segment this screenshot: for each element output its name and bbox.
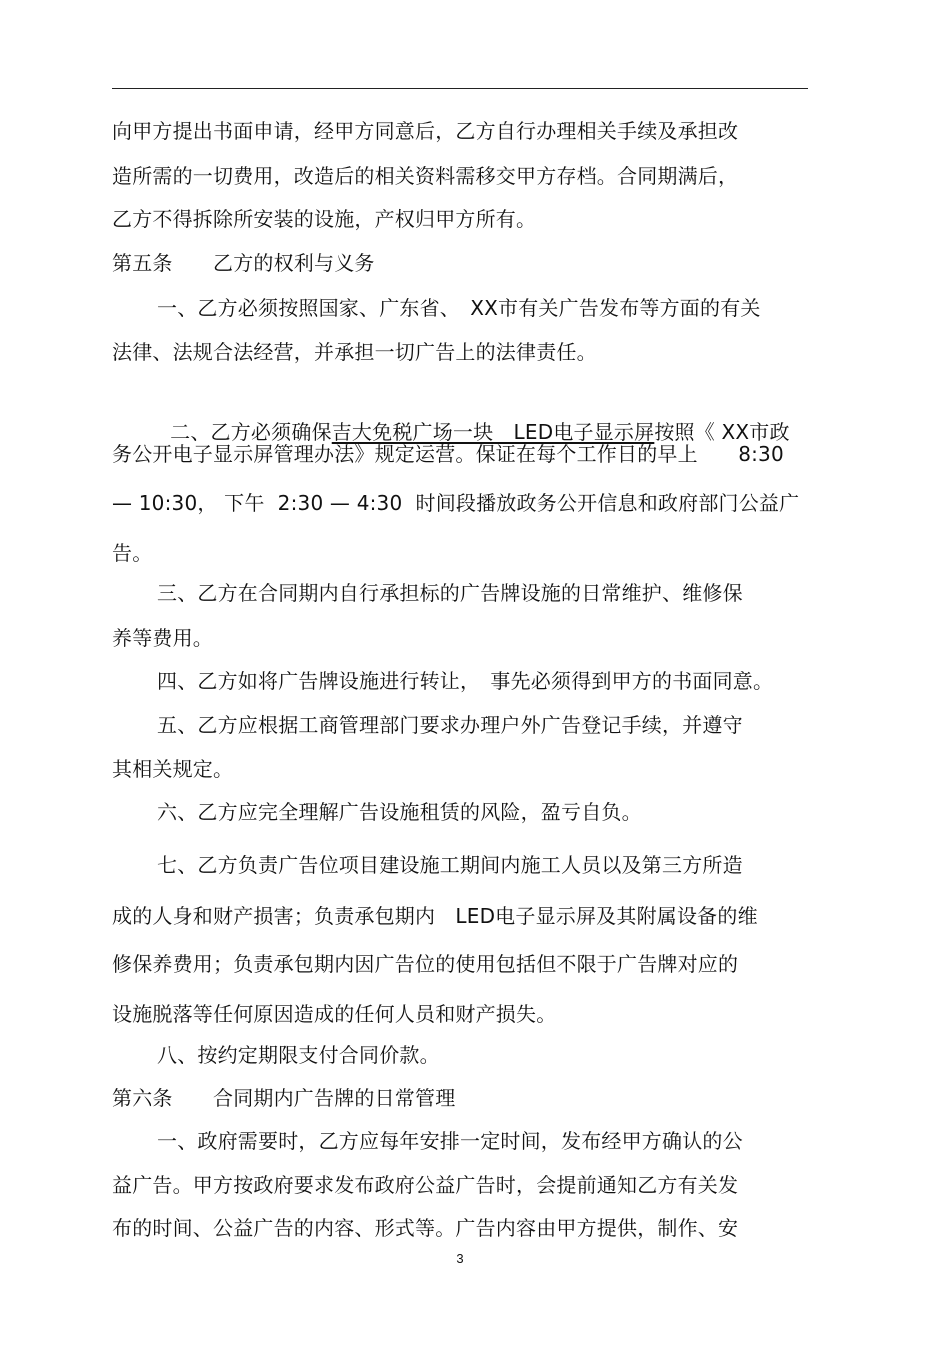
text-segment: 二、乙方必须确保 bbox=[170, 420, 332, 444]
text-line: 五、乙方应根据工商管理部门要求办理户外广告登记手续，并遵守 bbox=[157, 713, 743, 737]
text-line: 告。 bbox=[112, 541, 153, 565]
text-line: 向甲方提出书面申请，经甲方同意后，乙方自行办理相关手续及承担改 bbox=[112, 119, 739, 143]
text-line: 法律、法规合法经营，并承担一切广告上的法律责任。 bbox=[112, 340, 597, 364]
text-line: 造所需的一切费用，改造后的相关资料需移交甲方存档。合同期满后， bbox=[112, 164, 739, 188]
header-rule bbox=[112, 88, 808, 89]
text-line: 一、政府需要时，乙方应每年安排一定时间，发布经甲方确认的公 bbox=[157, 1129, 743, 1153]
text-line bbox=[157, 393, 790, 445]
underlined-text: 吉大免税广场一块 LED电子显示屏 bbox=[331, 420, 655, 444]
text-line: 三、乙方在合同期内自行承担标的广告牌设施的日常维护、维修保 bbox=[157, 581, 743, 605]
text-line: 养等费用。 bbox=[112, 626, 213, 650]
text-line: 六、乙方应完全理解广告设施租赁的风险，盈亏自负。 bbox=[157, 800, 642, 824]
text-line: 四、乙方如将广告牌设施进行转让， 事先必须得到甲方的书面同意。 bbox=[157, 669, 774, 693]
text-line: — 10:30， 下午 2:30 — 4:30 时间段播放政务公开信息和政府部门公益广 bbox=[112, 491, 800, 515]
text-line: 布的时间、公益广告的内容、形式等。广告内容由甲方提供，制作、安 bbox=[112, 1216, 739, 1240]
text-line: 成的人身和财产损害；负责承包期内 LED电子显示屏及其附属设备的维 bbox=[112, 904, 758, 928]
text-line: 乙方不得拆除所安装的设施，产权归甲方所有。 bbox=[112, 207, 537, 231]
page-number: 3 bbox=[456, 1251, 464, 1266]
text-line: 修保养费用；负责承包期内因广告位的使用包括但不限于广告牌对应的 bbox=[112, 952, 739, 976]
text-segment: 按照《 XX市政 bbox=[654, 420, 790, 444]
text-line: 一、乙方必须按照国家、广东省、 XX市有关广告发布等方面的有关 bbox=[157, 296, 761, 320]
text-line: 益广告。甲方按政府要求发布政府公益广告时，会提前通知乙方有关发 bbox=[112, 1173, 739, 1197]
text-line: 八、按约定期限支付合同价款。 bbox=[157, 1043, 440, 1067]
text-line: 其相关规定。 bbox=[112, 757, 234, 781]
text-line: 务公开电子显示屏管理办法》规定运营。保证在每个工作日的早上 8:30 bbox=[112, 442, 784, 466]
article-heading: 第六条 合同期内广告牌的日常管理 bbox=[112, 1086, 456, 1110]
article-heading: 第五条 乙方的权利与义务 bbox=[112, 251, 375, 275]
text-line: 七、乙方负责广告位项目建设施工期间内施工人员以及第三方所造 bbox=[157, 853, 743, 877]
text-line: 设施脱落等任何原因造成的任何人员和财产损失。 bbox=[112, 1002, 557, 1026]
